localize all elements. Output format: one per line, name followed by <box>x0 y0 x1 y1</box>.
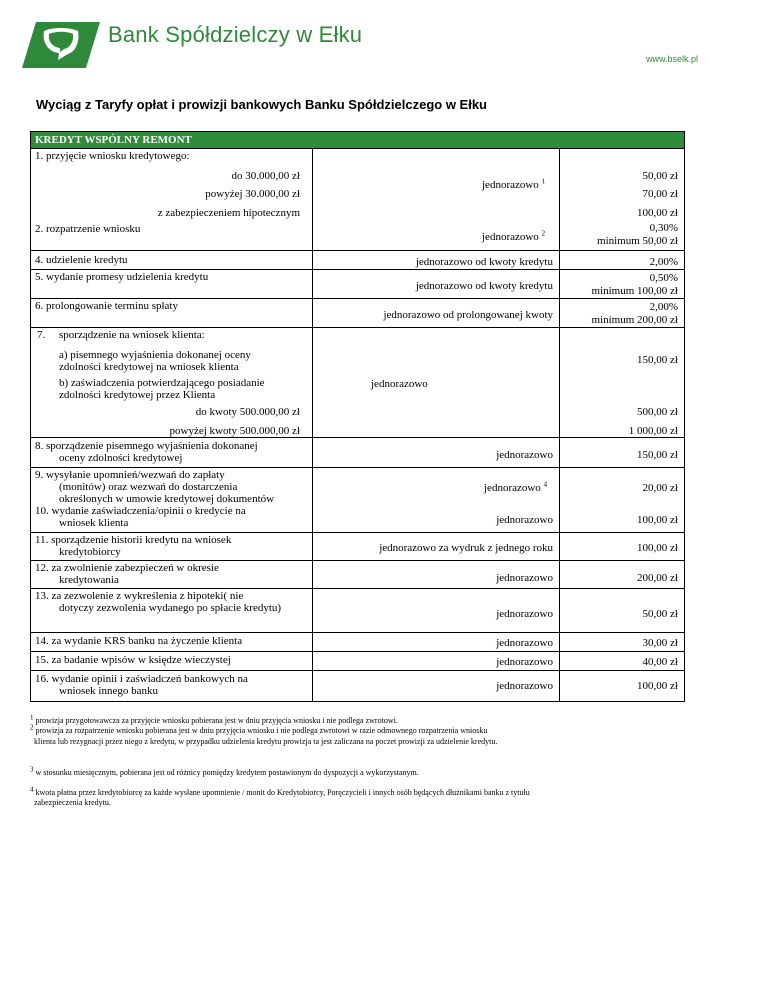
row-9-value: 20,00 zł <box>642 482 678 494</box>
row-14-label: 14. za wydanie KRS banku na życzenie klienta <box>35 635 243 647</box>
row-9-line2: (monitów) oraz wezwań do dostarczenia <box>59 481 238 493</box>
row-1-mode: jednorazowo $^1$ <box>482 177 546 191</box>
row-1-value1: 50,00 zł <box>642 170 678 182</box>
footnote-1: $^1$ prowizja przygotowawcza za przyjęcie wniosku pobierana jest w dniu przyjęcia wniosku i nie podlega zwrotowi. <box>30 713 398 725</box>
row-11-line2: kredytobiorcy <box>59 546 121 558</box>
row-5-value2: minimum 100,00 zł <box>591 285 678 297</box>
row-15-label: 15. za badanie wpisów w księdze wieczystej <box>35 654 231 666</box>
row-1-sub2: powyżej 30.000,00 zł <box>205 188 300 200</box>
row-15-value: 40,00 zł <box>642 656 678 668</box>
row-16-value: 100,00 zł <box>637 680 678 692</box>
row-14-mode: jednorazowo <box>496 637 553 649</box>
row-5-mode: jednorazowo od kwoty kredytu <box>415 280 553 292</box>
row-5-value1: 0,50% <box>649 272 678 284</box>
row-7-b-line1: b) zaświadczenia potwierdzającego posiadanie <box>59 377 265 389</box>
row-10-value: 100,00 zł <box>637 514 678 526</box>
row-2-value2: minimum 50,00 zł <box>597 235 678 247</box>
row-12-value: 200,00 zł <box>637 572 678 584</box>
row-5-label: 5. wydanie promesy udzielenia kredytu <box>35 271 209 283</box>
bank-name: Bank Spółdzielczy w Ełku <box>108 22 363 47</box>
row-8-value: 150,00 zł <box>637 449 678 461</box>
row-7-a-line1: a) pisemnego wyjaśnienia dokonanej oceny <box>59 349 251 361</box>
row-8-line1: 8. sporządzenie pisemnego wyjaśnienia dokonanej <box>35 440 258 452</box>
row-6-label: 6. prolongowanie terminu spłaty <box>35 300 178 312</box>
row-1-value2: 70,00 zł <box>642 188 678 200</box>
row-7-sub1: do kwoty 500.000,00 zł <box>195 406 300 418</box>
row-8-line2: oceny zdolności kredytowej <box>59 452 183 464</box>
row-15-mode: jednorazowo <box>496 656 553 668</box>
row-4-label: 4. udzielenie kredytu <box>35 254 128 266</box>
row-11-value: 100,00 zł <box>637 542 678 554</box>
section-header: KREDYT WSPÓLNY REMONT <box>31 132 684 149</box>
row-7-sub2: powyżej kwoty 500.000,00 zł <box>169 425 300 437</box>
row-7-value-a: 150,00 zł <box>637 354 678 366</box>
website-link[interactable]: www.bselk.pl <box>645 54 698 64</box>
row-10-line2: wniosek klienta <box>59 517 129 529</box>
row-2-value1: 0,30% <box>649 222 678 234</box>
row-13-line2: dotyczy zezwolenia wydanego po spłacie kredytu) <box>59 602 282 614</box>
row-4-value: 2,00% <box>649 256 678 268</box>
row-6-value1: 2,00% <box>649 301 678 313</box>
bank-logo-icon <box>22 22 100 68</box>
row-7-number: 7. <box>37 329 46 341</box>
row-2-label: 2. rozpatrzenie wniosku <box>35 223 141 235</box>
document-title: Wyciąg z Taryfy opłat i prowizji bankowych Banku Spółdzielczego w Ełku <box>36 97 487 112</box>
row-11-mode: jednorazowo za wydruk z jednego roku <box>379 542 553 554</box>
row-16-line2: wniosek innego banku <box>59 685 158 697</box>
row-7-mode: jednorazowo <box>371 378 428 390</box>
row-8-mode: jednorazowo <box>496 449 553 461</box>
row-7-value2: 1 000,00 zł <box>628 425 678 437</box>
row-6-mode: jednorazowo od prolongowanej kwoty <box>383 309 553 321</box>
row-2-mode: jednorazowo $^2$ <box>482 229 546 243</box>
row-4-mode: jednorazowo od kwoty kredytu <box>415 256 553 268</box>
row-1-value3: 100,00 zł <box>637 207 678 219</box>
row-14-value: 30,00 zł <box>642 637 678 649</box>
footnote-4: $^4$ kwota płatna przez kredytobiorcę za każde wysłane upomnienie / monit do Kredytobiorcy, Poręczycieli i innych osób będących dłużnikami banku z tytułu <box>30 785 530 797</box>
row-13-line1: 13. za zezwolenie z wykreślenia z hipoteki( nie <box>35 590 244 602</box>
row-7-label: sporządzenie na wniosek klienta: <box>59 329 205 341</box>
row-1-label: 1. przyjęcie wniosku kredytowego: <box>35 150 190 162</box>
footnote-4-cont: zabezpieczenia kredytu. <box>34 798 111 807</box>
row-16-mode: jednorazowo <box>496 680 553 692</box>
row-9-line3: określonych w umowie kredytowej dokumentów <box>59 493 275 505</box>
row-7-a-line2: zdolności kredytowej na wniosek klienta <box>59 361 239 373</box>
row-12-line2: kredytowania <box>59 574 119 586</box>
row-16-line1: 16. wydanie opinii i zaświadczeń bankowych na <box>35 673 248 685</box>
row-7-value1: 500,00 zł <box>637 406 678 418</box>
footnote-2: $^2$ prowizja za rozpatrzenie wniosku pobierana jest w dniu przyjęcia wniosku i nie podlega zwrotowi w razie odmownego rozpatrzenia wniosku <box>30 723 488 735</box>
fee-table <box>30 131 685 702</box>
row-9-mode: jednorazowo $^4$ <box>484 480 548 494</box>
row-6-value2: minimum 200,00 zł <box>591 314 678 326</box>
row-13-mode: jednorazowo <box>496 608 553 620</box>
row-11-line1: 11. sporządzenie historii kredytu na wniosek <box>35 534 232 546</box>
row-1-sub1: do 30.000,00 zł <box>231 170 300 182</box>
footnote-3: $^3$ w stosunku miesięcznym, pobierana jest od różnicy pomiędzy kredytem postawionym do dyspozycji a wykorzystanym. <box>30 765 419 777</box>
row-13-value: 50,00 zł <box>642 608 678 620</box>
footnote-2-cont: klienta lub rezygnacji przez niego z kredytu, w przypadku udzielenia kredytu prowizja ta jest zaliczana na poczet prowizji za udzielenie kredytu. <box>34 737 498 746</box>
row-12-mode: jednorazowo <box>496 572 553 584</box>
row-10-line1: 10. wydanie zaświadczenia/opinii o kredycie na <box>35 505 246 517</box>
row-10-mode: jednorazowo <box>496 514 553 526</box>
row-1-sub3: z zabezpieczeniem hipotecznym <box>157 207 300 219</box>
row-7-b-line2: zdolności kredytowej przez Klienta <box>59 389 216 401</box>
row-9-line1: 9. wysyłanie upomnień/wezwań do zapłaty <box>35 469 225 481</box>
row-12-line1: 12. za zwolnienie zabezpieczeń w okresie <box>35 562 219 574</box>
